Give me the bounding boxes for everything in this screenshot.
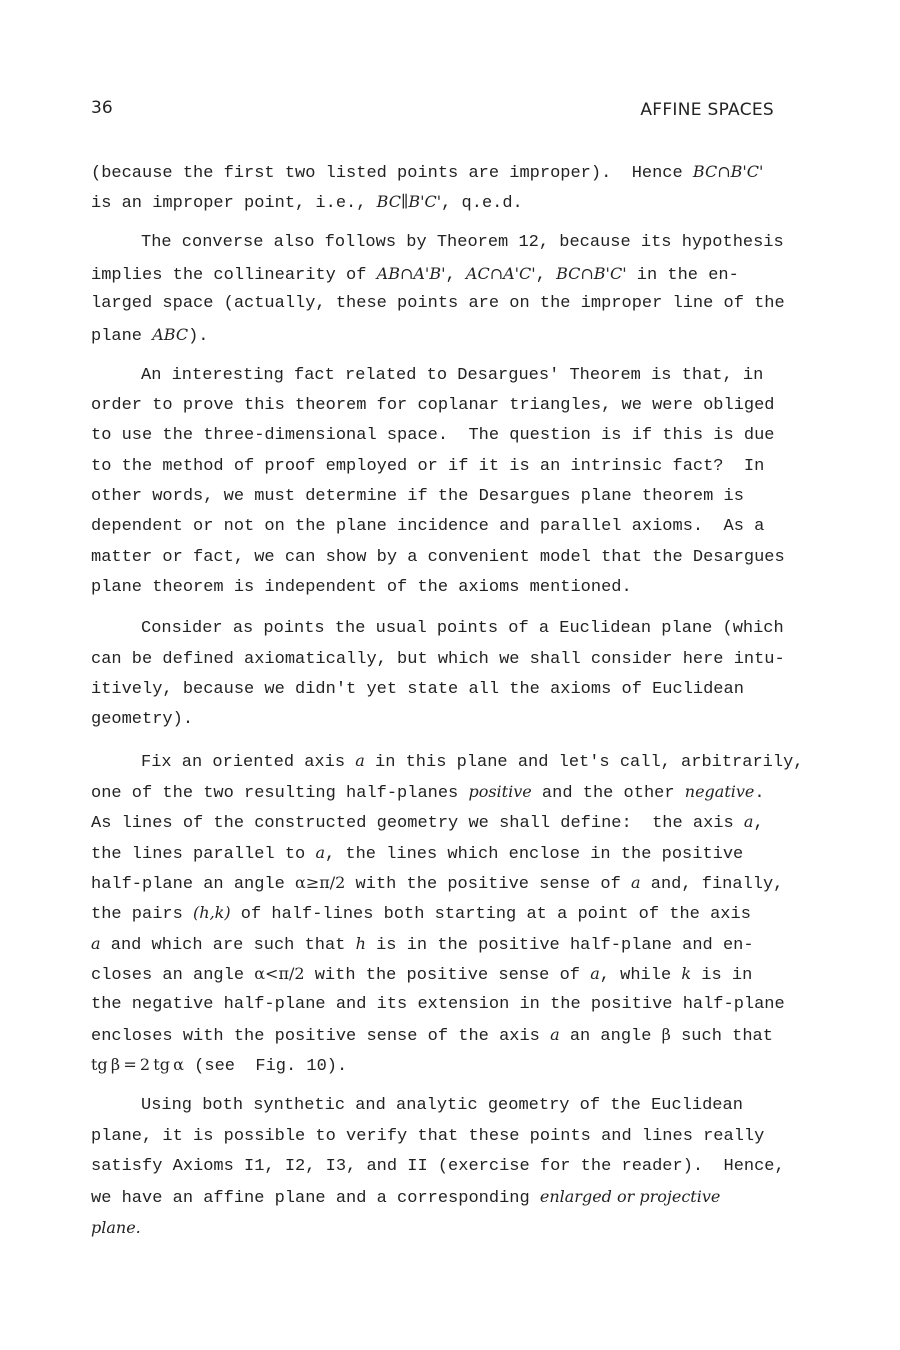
text-line: the negative half-plane and its extension in the positive half-plane <box>91 994 785 1014</box>
text-line: An interesting fact related to Desargues' Theorem is that, in <box>141 365 764 385</box>
paragraph-2 <box>91 228 791 350</box>
text-line: itively, because we didn't yet state all the axioms of Euclidean <box>91 680 744 700</box>
text-line: other words, we must determine if the Desargues plane theorem is <box>91 487 744 507</box>
text-line: (because the first two listed points are improper). Hence BC∩B'C' <box>91 162 764 183</box>
text-line: one of the two resulting half-planes positive and the other negative. <box>91 781 765 803</box>
running-title: AFFINE SPACES <box>640 100 774 120</box>
text-line: can be defined axiomatically, but which we shall consider here intu- <box>91 649 785 669</box>
paragraph-5 <box>91 746 804 1080</box>
text-line: matter or fact, we can show by a convenient model that the Desargues <box>91 547 785 567</box>
text-line: larged space (actually, these points are on the improper line of the <box>91 294 785 314</box>
text-line: we have an affine plane and a corresponding enlarged or projective <box>91 1187 721 1209</box>
paragraph-6 <box>91 1091 791 1243</box>
text-line: dependent or not on the plane incidence and parallel axioms. As a <box>91 517 765 537</box>
text-line: As lines of the constructed geometry we shall define: the axis a, <box>91 812 764 834</box>
text-line: closes an angle α<π/2 with the positive sense of a, while k is in <box>91 964 753 986</box>
body-text <box>91 157 804 1243</box>
text-line: geometry). <box>91 710 194 730</box>
text-line: to the method of proof employed or if it is an intrinsic fact? In <box>91 456 765 476</box>
text-line: half-plane an angle α≥π/2 with the positive sense of a and, finally, <box>91 872 784 894</box>
text-line: order to prove this theorem for coplanar triangles, we were obliged <box>91 395 775 415</box>
text-line: satisfy Axioms I1, I2, I3, and II (exercise for the reader). Hence, <box>91 1157 785 1177</box>
text-line: plane, it is possible to verify that these points and lines really <box>91 1126 765 1146</box>
paragraph-4 <box>91 614 791 736</box>
page-number: 36 <box>91 98 113 118</box>
text-line: encloses with the positive sense of the axis a an angle β such that <box>91 1024 773 1046</box>
text-line: is an improper point, i.e., BC∥B'C', q.e.d. <box>91 192 523 214</box>
text-line: Consider as points the usual points of a Euclidean plane (which <box>141 619 784 639</box>
text-line: plane theorem is independent of the axioms mentioned. <box>91 578 632 598</box>
text-line: the lines parallel to a, the lines which enclose in the positive <box>91 842 744 864</box>
paragraph-1 <box>91 157 791 218</box>
text-line: tg β = 2 tg α (see Fig. 10). <box>91 1055 348 1077</box>
text-line: The converse also follows by Theorem 12, because its hypothesis <box>141 233 784 253</box>
text-line: Fix an oriented axis a in this plane and let's call, arbitrarily, <box>141 751 804 773</box>
text-line: a and which are such that h is in the positive half-plane and en- <box>91 933 754 955</box>
text-line: the pairs (h,k) of half-lines both starting at a point of the axis <box>91 903 751 925</box>
text-line: plane ABC). <box>91 324 209 346</box>
text-line: implies the collinearity of AB∩A'B', AC∩A'C', BC∩B'C' in the en- <box>91 263 739 285</box>
text-line: Using both synthetic and analytic geometry of the Euclidean <box>141 1096 743 1116</box>
paragraph-3 <box>91 361 791 604</box>
text-line: to use the three-dimensional space. The question is if this is due <box>91 426 775 446</box>
text-line: plane. <box>91 1217 141 1237</box>
